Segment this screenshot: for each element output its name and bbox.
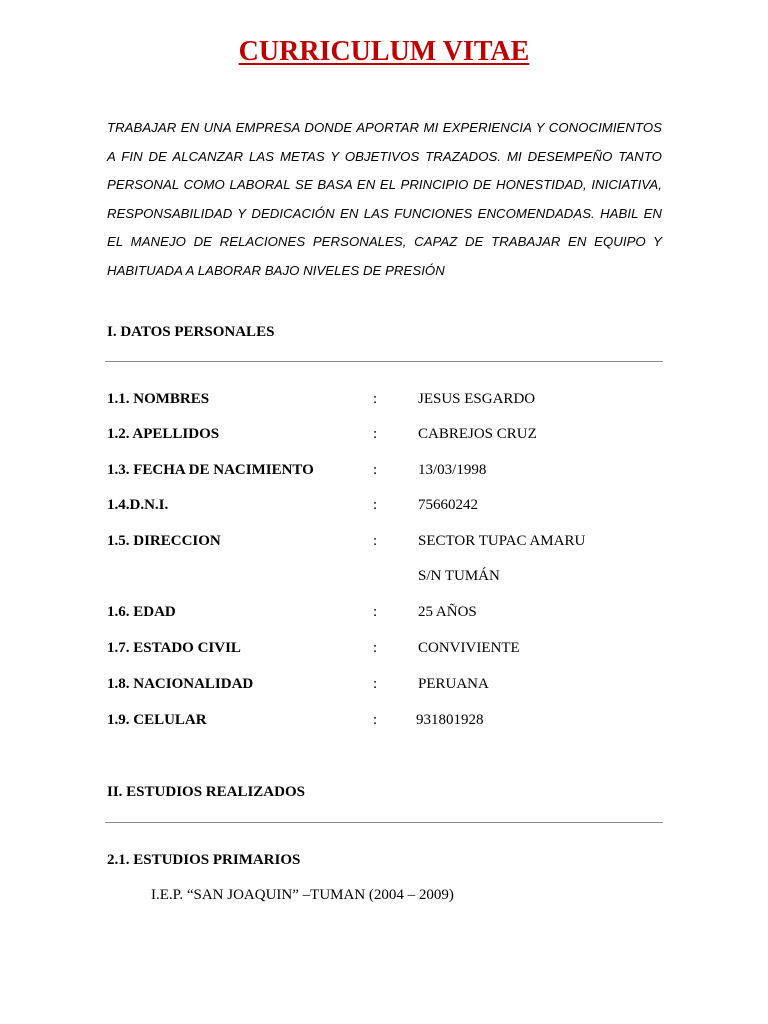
row-label: 1.1. NOMBRES [107,391,210,407]
row-label: 1.5. DIRECCION [107,533,221,549]
page-title: CURRICULUM VITAE [238,36,530,67]
row-label: 1.7. ESTADO CIVIL [107,640,241,656]
row-value: 931801928 [416,712,484,728]
row-value: JESUS ESGARDO [418,391,536,407]
row-separator: : [373,533,378,549]
personal-row-fecha-nacimiento [0,462,768,482]
study-entry: I.E.P. “SAN JOAQUIN” –TUMAN (2004 – 2009) [151,887,454,903]
personal-row-direccion-cont [0,568,768,588]
personal-row-celular [0,712,768,732]
row-separator: : [373,712,378,728]
section-divider [105,361,663,362]
row-value: CABREJOS CRUZ [418,426,537,442]
row-separator: : [373,426,378,442]
personal-row-dni [0,497,768,517]
personal-row-apellidos [0,426,768,446]
row-separator: : [373,676,378,692]
row-separator: : [373,391,378,407]
row-value: 25 AÑOS [418,604,477,620]
row-separator: : [373,497,378,513]
row-label: 1.6. EDAD [107,604,176,620]
personal-row-estado-civil [0,640,768,660]
row-value: 75660242 [418,497,478,513]
row-value: PERUANA [418,676,489,692]
subheading-primary-studies: 2.1. ESTUDIOS PRIMARIOS [107,852,301,868]
row-label: 1.3. FECHA DE NACIMIENTO [107,462,314,478]
personal-row-direccion [0,533,768,553]
objective-paragraph: TRABAJAR EN UNA EMPRESA DONDE APORTAR MI EXPERIENCIA Y CONOCIMIENTOS A FIN DE ALCANZAR LAS METAS Y OBJETIVOS TRAZADOS. MI DESEMPEÑO TANTO PERSONAL COMO LABORAL SE BASA EN EL PRINCIPIO DE HONESTIDAD, INICIATIVA, RESPONSABILIDAD Y DEDICACIÓN EN LAS FUNCIONES ENCOMENDADAS. HABIL EN EL MANEJO DE RELACIONES PERSONALES, CAPAZ DE TRABAJAR EN EQUIPO Y HABITUADA A LABORAR BAJO NIVELES DE PRESIÓN [107,120,662,278]
personal-row-nombres [0,391,768,411]
row-label: 1.2. APELLIDOS [107,426,220,442]
row-label: 1.8. NACIONALIDAD [107,676,254,692]
section-divider [105,822,663,823]
personal-row-nacionalidad [0,676,768,696]
row-separator: : [373,462,378,478]
row-value: S/N TUMÁN [418,568,500,584]
personal-row-edad [0,604,768,624]
section-heading-personal: I. DATOS PERSONALES [107,324,275,340]
row-value: 13/03/1998 [418,462,487,478]
row-separator: : [373,604,378,620]
row-value: SECTOR TUPAC AMARU [418,533,586,549]
row-label: 1.4.D.N.I. [107,497,169,513]
row-label: 1.9. CELULAR [107,712,207,728]
row-value: CONVIVIENTE [418,640,520,656]
section-heading-studies: II. ESTUDIOS REALIZADOS [107,784,305,800]
row-separator: : [373,640,378,656]
